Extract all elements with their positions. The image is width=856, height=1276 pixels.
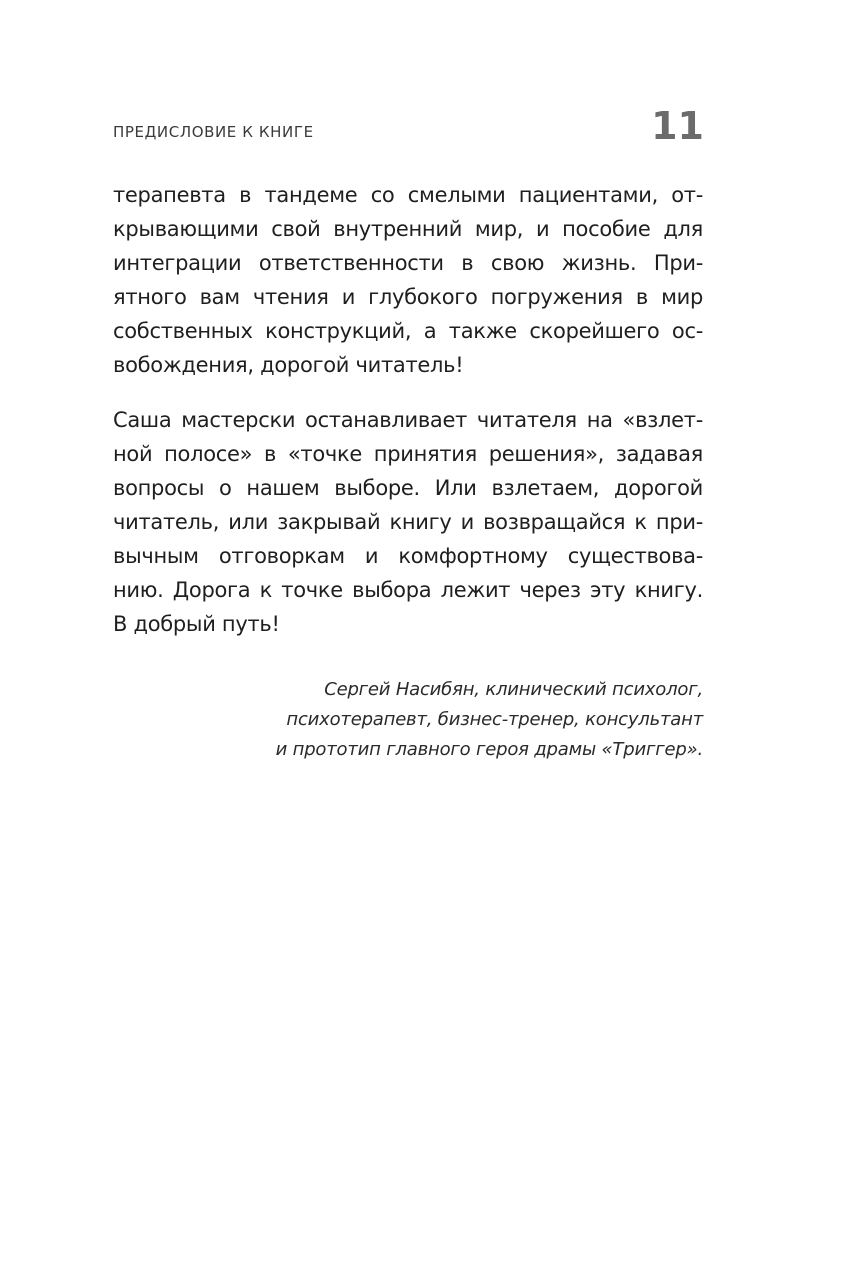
text-line: вопросы о нашем выборе. Или взлетаем, дорогой	[113, 476, 703, 500]
text-line: крывающими свой внутренний мир, и пособие для	[113, 217, 703, 241]
text-line: читатель, или закрывай книгу и возвращайся к при-	[113, 510, 703, 534]
text-line: собственных конструкций, а также скорейшего ос-	[113, 319, 703, 343]
text-line: Саша мастерски останавливает читателя на «взлет-	[113, 408, 703, 432]
text-line: вычным отговоркам и комфортному существова-	[113, 544, 703, 568]
text-line: интеграции ответственности в свою жизнь. При-	[113, 251, 703, 275]
text-line: ятного вам чтения и глубокого погружения в мир	[113, 285, 703, 309]
text-line: вобождения, дорогой читатель!	[113, 353, 464, 377]
signature-line: и прототип главного героя драмы «Триггер».	[275, 739, 703, 760]
text-line: терапевта в тандеме со смелыми пациентами, от-	[113, 183, 703, 207]
text-line: ной полосе» в «точке принятия решения», задавая	[113, 442, 703, 466]
signature-line: психотерапевт, бизнес-тренер, консультант	[286, 709, 703, 730]
text-line: нию. Дорога к точке выбора лежит через эту книгу.	[113, 578, 703, 602]
page-number: 11	[651, 104, 704, 148]
signature-line: Сергей Насибян, клинический психолог,	[324, 679, 703, 700]
text-line: В добрый путь!	[113, 612, 280, 636]
running-head: ПРЕДИСЛОВИЕ К КНИГЕ	[113, 123, 314, 141]
